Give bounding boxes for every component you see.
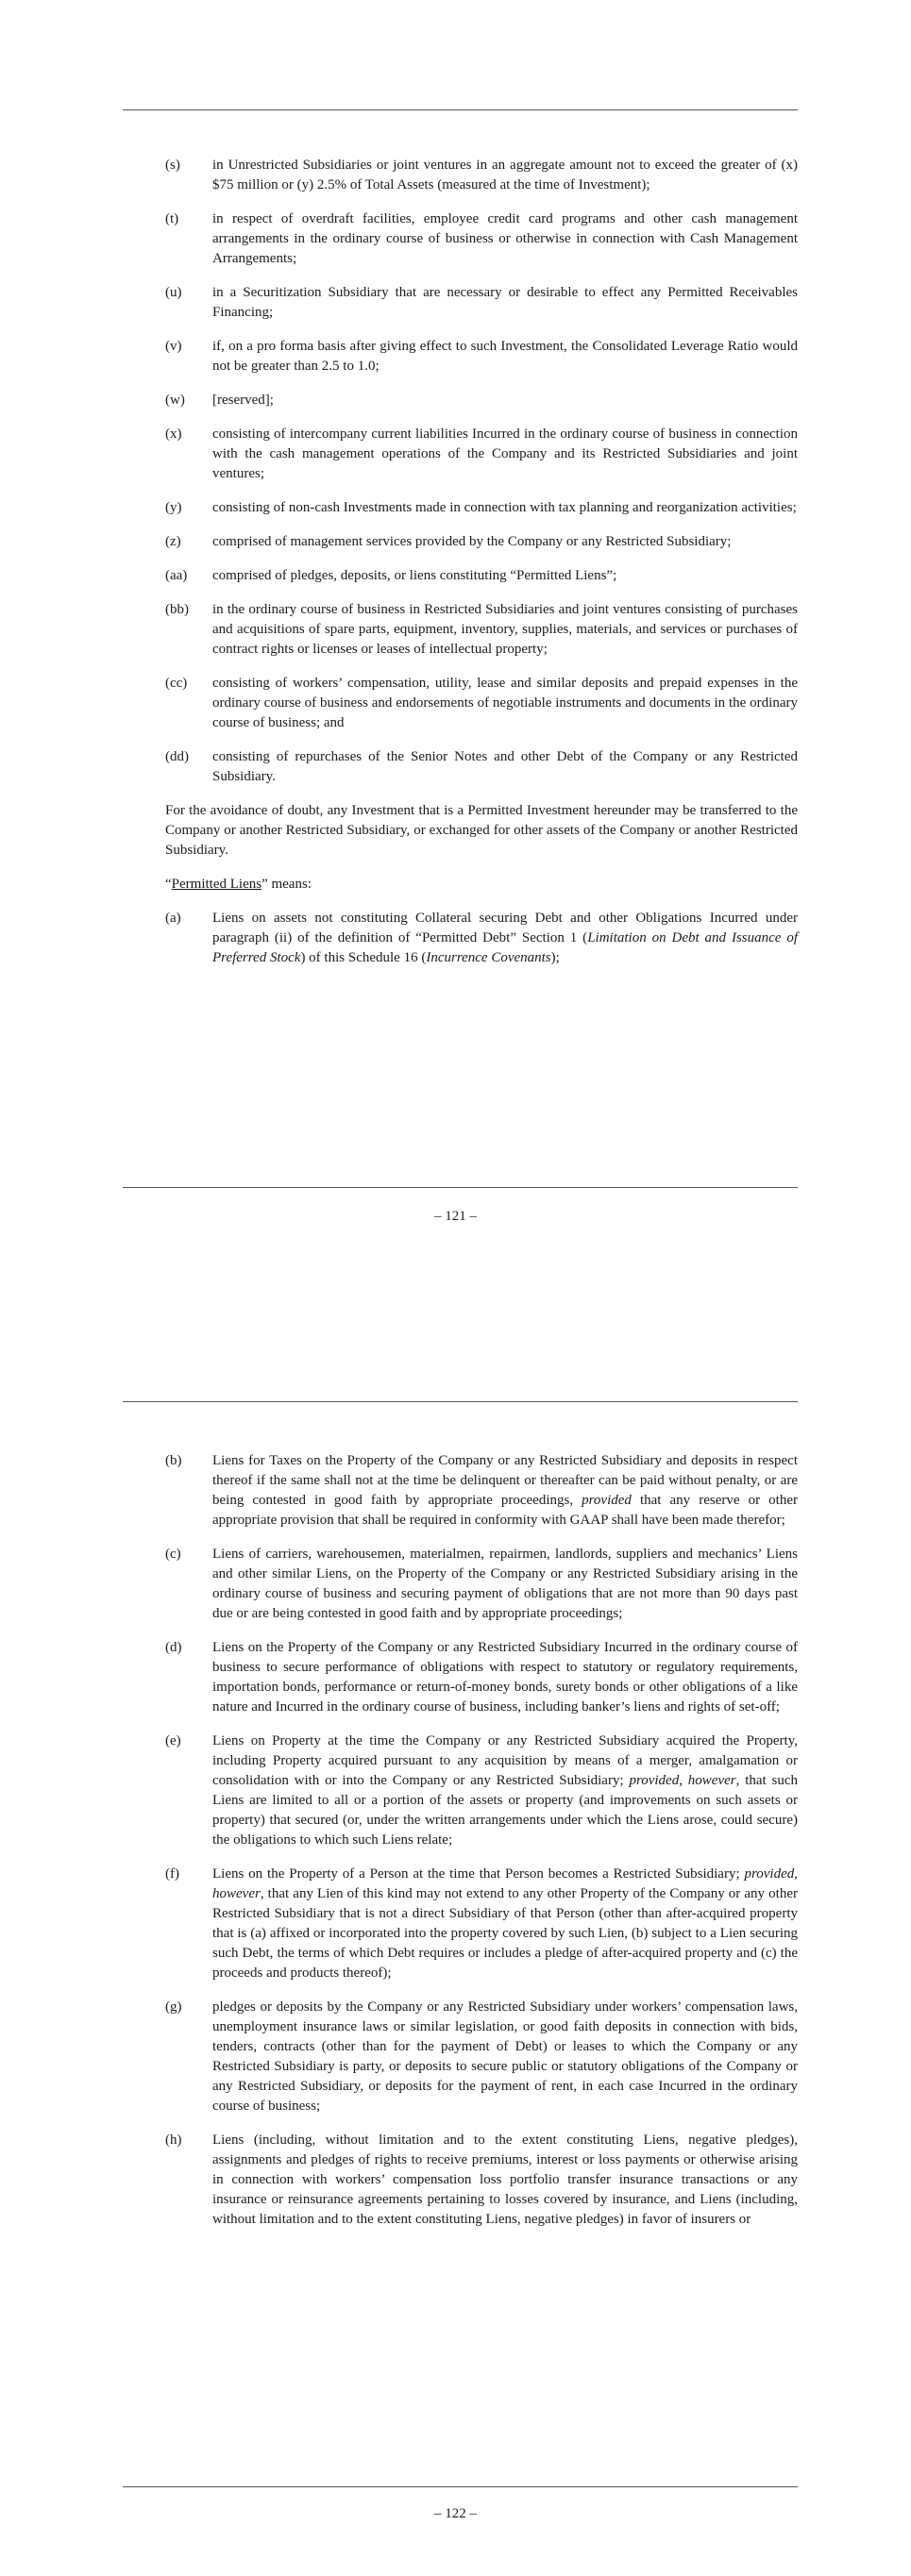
clause-text: in the ordinary course of business in Restricted Subsidiaries and joint ventures consisting of purchases and acquisitions of spare parts, equipment, inventory, supplies, materials, and services or purchases of contract rights or licenses or leases of intellectual property; [212, 602, 798, 657]
clause-text: if, on a pro forma basis after giving effect to such Investment, the Consolidated Leverage Ratio would not be greater than 2.5 to 1.0; [212, 339, 798, 374]
clause-h [165, 2131, 798, 2230]
clause-text: Liens of carriers, warehousemen, materialmen, repairmen, landlords, suppliers and mechanics’ Liens and other similar Liens, on the Property of the Company or any Restricted Subsidiary arising in the ordinary course of business and securing payment of obligations that are not more than 90 days past due or are being contested in good faith and by appropriate proceedings; [212, 1547, 798, 1621]
page-122 [0, 1283, 911, 2576]
clause-text: Liens on assets not constituting Collateral securing Debt and other Obligations Incurred under paragraph (ii) of the definition of “Permitted Debt” Section 1 (Limitation on Debt and Issuance of Preferred Stock) of this Schedule 16 (Incurrence Covenants); [212, 911, 798, 965]
clause-label: (bb) [165, 602, 189, 617]
clause-text: in a Securitization Subsidiary that are necessary or desirable to effect any Permitted Receivables Financing; [212, 285, 798, 320]
clause-label: (w) [165, 393, 185, 408]
clause-label: (f) [165, 1866, 179, 1882]
clause-text: pledges or deposits by the Company or any Restricted Subsidiary under workers’ compensation laws, unemployment insurance laws or similar legislation, or good faith deposits in connection with bids, tenders, contracts (other than for the payment of Debt) or leases to which the Company or any Restricted Subsidiary is party, or deposits to secure public or statutory obligations of the Company or any Restricted Subsidiary, or deposits for the payment of rent, in each case Incurred in the ordinary course of business; [212, 1999, 798, 2114]
clause-item [165, 391, 798, 410]
clause-item [165, 337, 798, 376]
clause-item [165, 532, 798, 552]
clause-label: (t) [165, 211, 179, 226]
clause-label: (cc) [165, 676, 188, 691]
clause-label: (h) [165, 2133, 182, 2148]
clause-label: (g) [165, 1999, 182, 2015]
clause-text: consisting of intercompany current liabilities Incurred in the ordinary course of business in connection with the cash management operations of the Company and its Restricted Subsidiaries and joint ventures; [212, 427, 798, 481]
clause-text: comprised of management services provided by the Company or any Restricted Subsidiary; [212, 534, 732, 549]
clause-b [165, 1451, 798, 1531]
page-121 [0, 0, 911, 1283]
clause-label: (c) [165, 1547, 181, 1562]
clause-label: (a) [165, 911, 181, 926]
page-number: – 122 – [434, 2506, 477, 2521]
clause-label: (z) [165, 534, 181, 549]
clause-item [165, 283, 798, 323]
permitted-liens-definition: “Permitted Liens” means: [165, 877, 312, 892]
clause-item [165, 498, 798, 518]
top-rule [123, 109, 798, 110]
clause-text: Liens for Taxes on the Property of the Company or any Restricted Subsidiary and deposits in respect thereof if the same shall not at the time be delinquent or thereafter can be paid without penalty, or are being contested in good faith by appropriate proceedings, provided that any reserve or other appropriate provision that shall be required in conformity with GAAP shall have been made therefor; [212, 1453, 798, 1528]
clause-d [165, 1638, 798, 1717]
page-number: – 121 – [434, 1209, 477, 1224]
clause-item [165, 156, 798, 195]
clause-text: consisting of non-cash Investments made in connection with tax planning and reorganization activities; [212, 500, 797, 515]
clause-item [165, 600, 798, 660]
clause-text: [reserved]; [212, 393, 274, 408]
clause-label: (y) [165, 500, 182, 515]
clause-label: (dd) [165, 749, 189, 764]
bottom-rule [123, 1187, 798, 1188]
page-121-content [165, 156, 798, 982]
clause-label: (v) [165, 339, 182, 354]
clause-item [165, 566, 798, 586]
closing-paragraph: For the avoidance of doubt, any Investment that is a Permitted Investment hereunder may be transferred to the Company or another Restricted Subsidiary, or exchanged for other assets of the Company or another Restricted Subsidiary. [165, 803, 798, 858]
clause-text: in respect of overdraft facilities, employee credit card programs and other cash management arrangements in the ordinary course of business or otherwise in connection with Cash Management Arrangements; [212, 211, 798, 266]
clause-g [165, 1998, 798, 2116]
clause-item [165, 425, 798, 484]
clause-label: (s) [165, 158, 180, 173]
clause-text: in Unrestricted Subsidiaries or joint ventures in an aggregate amount not to exceed the greater of (x) $75 million or (y) 2.5% of Total Assets (measured at the time of Investment); [212, 158, 798, 192]
clause-text: Liens on Property at the time the Company or any Restricted Subsidiary acquired the Property, including Property acquired pursuant to any acquisition by means of a merger, amalgamation or consolidation with or into the Company or any Restricted Subsidiary; provided, however, that such Liens are limited to all or a portion of the assets or property (and improvements on such assets or property) that secured (or, under the written arrangements under which the Liens arose, could secure) the obligations to which such Liens relate; [212, 1733, 798, 1848]
clause-text: Liens on the Property of the Company or any Restricted Subsidiary Incurred in the ordinary course of business to secure performance of obligations with respect to statutory or regulatory requirements, importation bonds, performance or return-of-money bonds, surety bonds or other obligations of a like nature and Incurred in the ordinary course of business, including banker’s liens and rights of set-off; [212, 1640, 798, 1715]
clause-text: Liens on the Property of a Person at the time that Person becomes a Restricted Subsidiary; provided, however, that any Lien of this kind may not extend to any other Property of the Company or any other Restricted Subsidiary that is not a direct Subsidiary of that Person (other than after-acquired property that is (a) affixed or incorporated into the property covered by such Lien, (b) subject to a Lien securing such Debt, the terms of which Debt requires or includes a pledge of after-acquired property and (c) the proceeds and products thereof); [212, 1866, 798, 1981]
clause-text: Liens (including, without limitation and to the extent constituting Liens, negative pledges), assignments and pledges of rights to receive premiums, interest or loss payments or otherwise arising in connection with workers’ compensation loss portfolio transfer insurance transactions or any insurance or reinsurance agreements pertaining to losses covered by insurance, and Liens (including, without limitation and to the extent constituting Liens, negative pledges) in favor of insurers or [212, 2133, 798, 2227]
clause-label: (aa) [165, 568, 188, 583]
clause-item [165, 747, 798, 787]
clause-text: consisting of repurchases of the Senior Notes and other Debt of the Company or any Restricted Subsidiary. [212, 749, 798, 784]
clause-item [165, 674, 798, 733]
page-122-content [165, 1451, 798, 2244]
clause-text: consisting of workers’ compensation, utility, lease and similar deposits and prepaid expenses in the ordinary course of business and endorsements of negotiable instruments and documents in the ordinary course of business; and [212, 676, 798, 730]
clause-f [165, 1865, 798, 1983]
clause-c [165, 1545, 798, 1624]
clause-label: (b) [165, 1453, 182, 1468]
clause-label: (u) [165, 285, 182, 300]
bottom-rule [123, 2486, 798, 2487]
clause-item [165, 209, 798, 269]
clause-list [165, 156, 798, 787]
clause-label: (e) [165, 1733, 181, 1748]
clause-label: (x) [165, 427, 182, 442]
clause-a [165, 909, 798, 968]
clause-text: comprised of pledges, deposits, or liens constituting “Permitted Liens”; [212, 568, 617, 583]
defined-term: Permitted Liens [171, 877, 262, 892]
clause-label: (d) [165, 1640, 182, 1655]
clause-e [165, 1731, 798, 1850]
top-rule [123, 1401, 798, 1402]
